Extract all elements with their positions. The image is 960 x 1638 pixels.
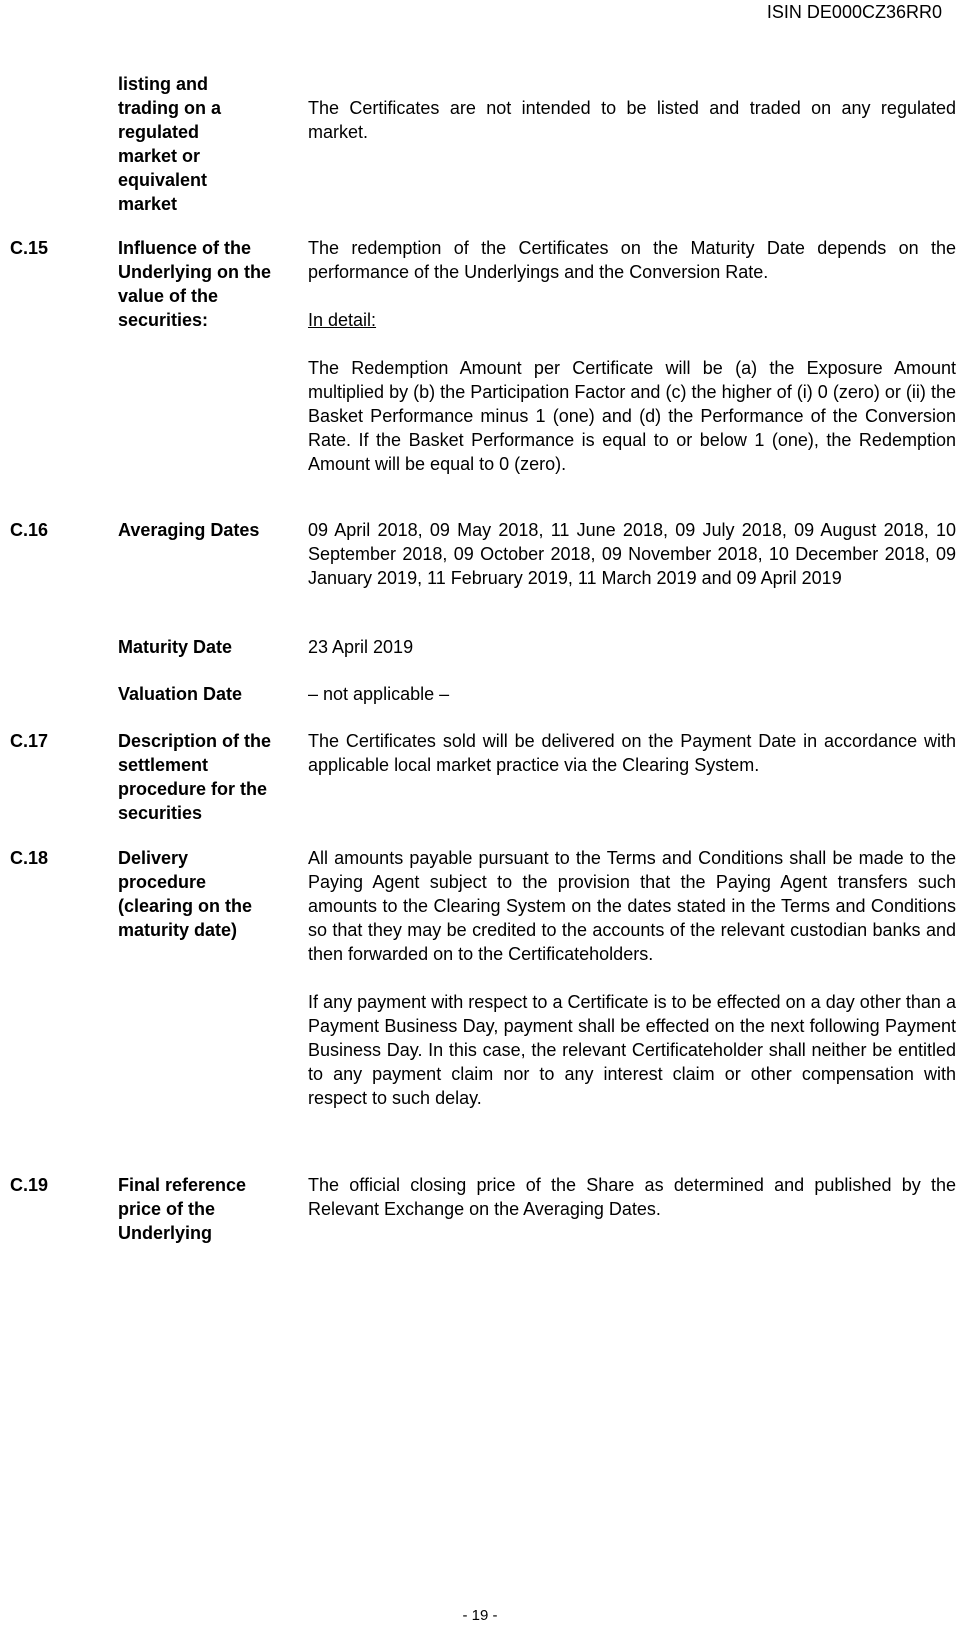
section-content [308, 635, 956, 659]
section-label: Valuation Date [118, 684, 243, 704]
paragraph: 09 April 2018, 09 May 2018, 11 June 2018, 09 July 2018, 09 August 2018, 10 September 2018, 09 October 2018, 09 November 2018, 10 December 2018, 09 January 2019, 11 February 2019, 11 March 2019 and 09 April 2019 [308, 520, 956, 588]
section-content [308, 682, 956, 706]
section-code: C.15 [10, 238, 49, 258]
section-code: C.17 [10, 731, 49, 751]
section-label: Influence of the Underlying on the value of the securities: [118, 238, 271, 330]
section-content [308, 1173, 956, 1221]
section-content [308, 846, 956, 1110]
page-number: - 19 - [462, 1607, 498, 1624]
section-label: listing and trading on a regulated market or equivalent market [118, 74, 221, 214]
paragraph: All amounts payable pursuant to the Terms and Conditions shall be made to the Paying Agent subject to the provision that the Paying Agent transfers such amounts to the Clearing System on the dates stated in the Terms and Conditions so that they may be credited to the accounts of the relevant custodian banks and then forwarded on to the Certificateholders. [308, 848, 956, 964]
section-content [308, 518, 956, 590]
paragraph: The official closing price of the Share as determined and published by the Relevant Exchange on the Averaging Dates. [308, 1175, 956, 1219]
paragraph: The redemption of the Certificates on the Maturity Date depends on the performance of the Underlyings and the Conversion Rate. [308, 238, 956, 282]
paragraph: The Certificates sold will be delivered on the Payment Date in accordance with applicable local market practice via the Clearing System. [308, 731, 956, 775]
section-content [308, 96, 956, 144]
paragraph: The Certificates are not intended to be listed and traded on any regulated market. [308, 98, 956, 142]
section-label: Averaging Dates [118, 520, 260, 540]
section-label: Final reference price of the Underlying [118, 1175, 247, 1243]
paragraph: If any payment with respect to a Certificate is to be effected on a day other than a Payment Business Day, payment shall be effected on the next following Payment Business Day. In this case, the relevant Certificateholder shall neither be entitled to any payment claim nor to any interest claim or other compensation with respect to such delay. [308, 992, 956, 1108]
section-code: C.18 [10, 848, 49, 868]
section-code: C.16 [10, 520, 49, 540]
section-code: C.19 [10, 1175, 49, 1195]
isin-header: ISIN DE000CZ36RR0 [766, 2, 942, 22]
section-content [308, 729, 956, 777]
paragraph: 23 April 2019 [308, 637, 414, 657]
section-content [308, 236, 956, 476]
section-label: Maturity Date [118, 637, 233, 657]
section-label: Delivery procedure (clearing on the maturity date) [118, 848, 253, 940]
paragraph: The Redemption Amount per Certificate will be (a) the Exposure Amount multiplied by (b) the Participation Factor and (c) the higher of (i) 0 (zero) or (ii) the Basket Performance minus 1 (one) and (d) the Performance of the Conversion Rate. If the Basket Performance is equal to or below 1 (one), the Redemption Amount will be equal to 0 (zero). [308, 358, 956, 474]
section-label: Description of the settlement procedure for the securities [118, 731, 272, 823]
paragraph: – not applicable – [308, 684, 450, 704]
in-detail-heading: In detail: [308, 310, 377, 330]
